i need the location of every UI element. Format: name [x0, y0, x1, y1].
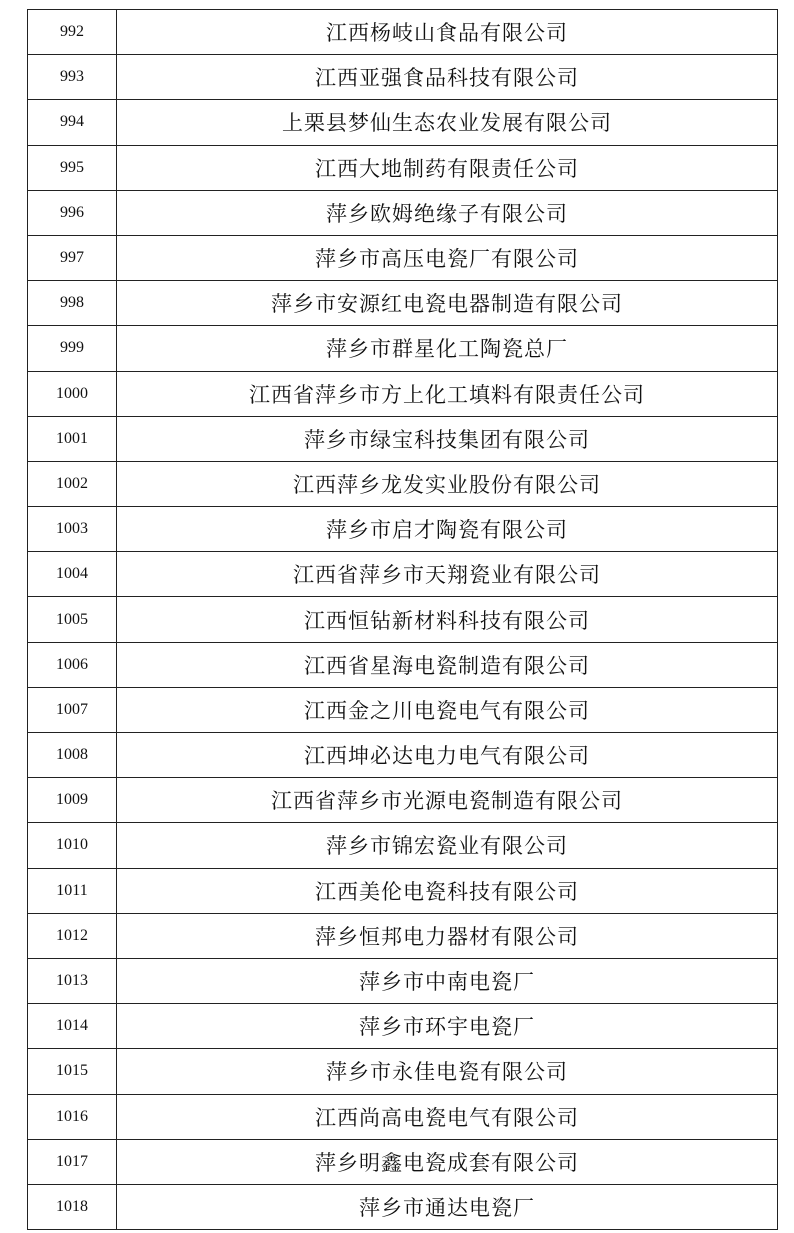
table-row	[28, 235, 778, 280]
row-number-cell: 1016	[28, 1094, 117, 1139]
table-row	[28, 1139, 778, 1184]
table-row	[28, 642, 778, 687]
row-number-cell: 1007	[28, 687, 117, 732]
table-row	[28, 1004, 778, 1049]
company-name-cell: 萍乡市永佳电瓷有限公司	[117, 1049, 778, 1094]
row-number-cell: 1009	[28, 778, 117, 823]
table-row	[28, 778, 778, 823]
company-name-cell: 萍乡市高压电瓷厂有限公司	[117, 235, 778, 280]
company-name-cell: 江西恒钻新材料科技有限公司	[117, 597, 778, 642]
table-row	[28, 145, 778, 190]
row-number-cell: 1002	[28, 461, 117, 506]
row-number-cell: 993	[28, 55, 117, 100]
row-number-cell: 1006	[28, 642, 117, 687]
company-list-body	[28, 10, 778, 1230]
row-number-cell: 1018	[28, 1184, 117, 1229]
row-number-cell: 1005	[28, 597, 117, 642]
table-row	[28, 823, 778, 868]
row-number-cell: 1004	[28, 552, 117, 597]
table-row	[28, 281, 778, 326]
row-number-cell: 1008	[28, 733, 117, 778]
company-list-table-container	[27, 9, 778, 1230]
row-number-cell: 997	[28, 235, 117, 280]
row-number-cell: 992	[28, 10, 117, 55]
company-name-cell: 江西美伦电瓷科技有限公司	[117, 868, 778, 913]
company-name-cell: 江西金之川电瓷电气有限公司	[117, 687, 778, 732]
table-row	[28, 1184, 778, 1229]
company-name-cell: 萍乡市中南电瓷厂	[117, 958, 778, 1003]
table-row	[28, 326, 778, 371]
row-number-cell: 1003	[28, 507, 117, 552]
company-name-cell: 江西尚高电瓷电气有限公司	[117, 1094, 778, 1139]
row-number-cell: 995	[28, 145, 117, 190]
company-name-cell: 江西省萍乡市天翔瓷业有限公司	[117, 552, 778, 597]
company-name-cell: 江西省星海电瓷制造有限公司	[117, 642, 778, 687]
company-name-cell: 萍乡市锦宏瓷业有限公司	[117, 823, 778, 868]
company-name-cell: 江西亚强食品科技有限公司	[117, 55, 778, 100]
company-name-cell: 萍乡市通达电瓷厂	[117, 1184, 778, 1229]
row-number-cell: 1014	[28, 1004, 117, 1049]
table-row	[28, 55, 778, 100]
company-name-cell: 江西大地制药有限责任公司	[117, 145, 778, 190]
company-name-cell: 上栗县梦仙生态农业发展有限公司	[117, 100, 778, 145]
table-row	[28, 913, 778, 958]
company-name-cell: 萍乡市安源红电瓷电器制造有限公司	[117, 281, 778, 326]
row-number-cell: 1017	[28, 1139, 117, 1184]
table-row	[28, 416, 778, 461]
table-row	[28, 733, 778, 778]
company-name-cell: 萍乡欧姆绝缘子有限公司	[117, 190, 778, 235]
row-number-cell: 996	[28, 190, 117, 235]
table-row	[28, 868, 778, 913]
company-name-cell: 萍乡市环宇电瓷厂	[117, 1004, 778, 1049]
company-name-cell: 江西杨岐山食品有限公司	[117, 10, 778, 55]
row-number-cell: 994	[28, 100, 117, 145]
row-number-cell: 1011	[28, 868, 117, 913]
company-name-cell: 江西萍乡龙发实业股份有限公司	[117, 461, 778, 506]
row-number-cell: 1010	[28, 823, 117, 868]
company-name-cell: 萍乡市绿宝科技集团有限公司	[117, 416, 778, 461]
table-row	[28, 507, 778, 552]
company-name-cell: 萍乡市启才陶瓷有限公司	[117, 507, 778, 552]
row-number-cell: 998	[28, 281, 117, 326]
row-number-cell: 1012	[28, 913, 117, 958]
row-number-cell: 999	[28, 326, 117, 371]
company-name-cell: 萍乡市群星化工陶瓷总厂	[117, 326, 778, 371]
company-name-cell: 萍乡明鑫电瓷成套有限公司	[117, 1139, 778, 1184]
table-row	[28, 190, 778, 235]
table-row	[28, 552, 778, 597]
row-number-cell: 1000	[28, 371, 117, 416]
table-row	[28, 100, 778, 145]
table-row	[28, 10, 778, 55]
row-number-cell: 1001	[28, 416, 117, 461]
row-number-cell: 1015	[28, 1049, 117, 1094]
table-row	[28, 1094, 778, 1139]
row-number-cell: 1013	[28, 958, 117, 1003]
company-name-cell: 萍乡恒邦电力器材有限公司	[117, 913, 778, 958]
table-row	[28, 958, 778, 1003]
table-row	[28, 461, 778, 506]
table-row	[28, 597, 778, 642]
company-name-cell: 江西省萍乡市方上化工填料有限责任公司	[117, 371, 778, 416]
table-row	[28, 687, 778, 732]
company-name-cell: 江西省萍乡市光源电瓷制造有限公司	[117, 778, 778, 823]
table-row	[28, 371, 778, 416]
company-name-cell: 江西坤必达电力电气有限公司	[117, 733, 778, 778]
table-row	[28, 1049, 778, 1094]
company-list-table	[27, 9, 778, 1230]
